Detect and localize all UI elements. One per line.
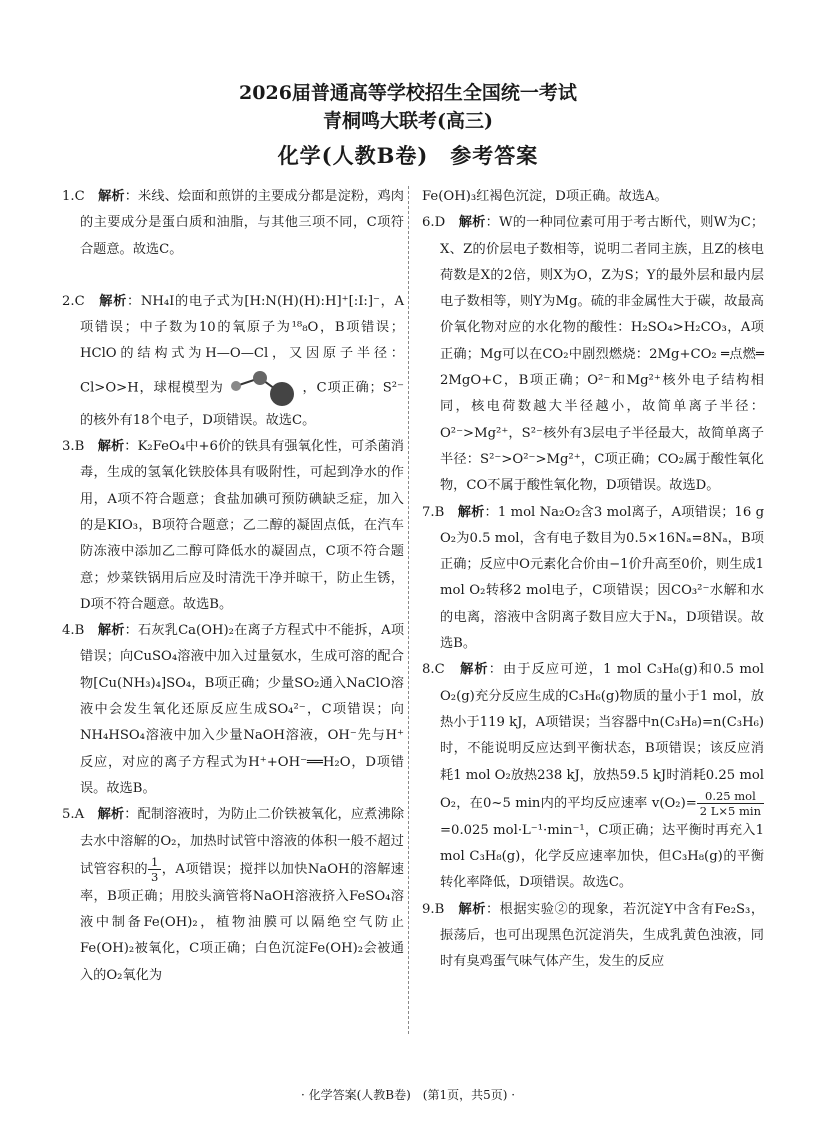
answer-item [62, 618, 404, 802]
answer-item [422, 897, 764, 976]
answer-number: 2.C [62, 293, 85, 309]
answer-text: ：1 mol Na₂O₂含3 mol离子，A项错误；16 g O₂为0.5 mol，含有电子数目为0.5×16Nₐ=8Nₐ，B项正确；反应中O元素化合价由−1价升高至0价，则生成1 mol O₂转移2 mol电子，C项错误；因CO₃²⁻水解和水的电离，溶液中含阴离子数目应大于Nₐ，D项错误。故选B。 [440, 504, 765, 652]
answer-text: ：根据实验②的现象，若沉淀Y中含有Fe₂S₃，振荡后，也可出现黑色沉淀消失，生成乳黄色浊液，同时有臭鸡蛋气味气体产生，发生的反应 [440, 901, 765, 970]
answer-number: 1.C [62, 189, 85, 204]
right-column [422, 184, 764, 976]
answer-number: 9.B [422, 901, 445, 917]
answer-key-title: 化学(人教B卷) 参考答案 [277, 143, 539, 168]
analysis-label: 解析 [457, 504, 485, 520]
answer-text: ：NH₄I的电子式为[H:N(H)(H):H]⁺[:I:]⁻，A项错误；中子数为10的氧原子为¹⁸₈O，B项错误；HClO的结构式为H—O—Cl，又因原子半径：Cl>O>H，球棍模型为 [80, 293, 405, 396]
answer-item [422, 500, 764, 658]
answer-text-cont: ，C项正确；S²⁻的核外有18个电子，D项错误。故选C。 [80, 380, 405, 428]
fraction-numerator: 1 [148, 855, 161, 870]
analysis-label: 解析 [99, 293, 127, 309]
answer-item [62, 434, 404, 618]
answer-number: 8.C [422, 662, 445, 678]
answer-text: ：配制溶液时，为防止二价铁被氧化，应煮沸除去水中溶解的O₂，加热时试管中溶液的体积一般不超过试管容积的 [80, 807, 405, 877]
fraction [148, 855, 161, 884]
answer-text-cont: ，A项错误；搅拌以加快NaOH的溶解速率，B项正确；用胶头滴管将NaOH溶液挤入FeSO₄溶液中制备Fe(OH)₂，植物油膜可以隔绝空气防止Fe(OH)₂被氧化，C项正确；白色沉淀Fe(OH)₂会被通入的O₂氧化为 [80, 861, 404, 983]
fraction-denominator: 3 [151, 869, 159, 884]
answer-text: ：K₂FeO₄中+6价的铁具有强氧化性，可杀菌消毒，生成的氢氧化铁胶体具有吸附性，可起到净水的作用，A项不符合题意；食盐加碘可预防碘缺乏症，加入的是KIO₃，B项符合题意；乙二醇的凝固点低，在汽车防冻液中添加乙二醇可降低水的凝固点，C项不符合题意；炒菜铁锅用后应及时清洗干净并晾干，防止生锈，D项不符合题意。故选B。 [80, 439, 404, 612]
answer-continuation: Fe(OH)₃红褐色沉淀，D项正确。故选A。 [422, 189, 668, 204]
answer-text: ：米线、烩面和煎饼的主要成分都是淀粉，鸡肉的主要成分是蛋白质和油脂，与其他三项不同，C项符合题意。故选C。 [80, 189, 404, 257]
fraction-denominator: 2 L×5 min [699, 803, 761, 818]
left-column [62, 184, 404, 989]
answer-number: 7.B [422, 504, 445, 520]
fraction-numerator: 0.25 mol [697, 789, 764, 804]
analysis-label: 解析 [458, 215, 486, 231]
analysis-label: 解析 [98, 189, 125, 204]
analysis-label: 解析 [97, 807, 125, 823]
answer-item [62, 802, 404, 989]
exam-subtitle: 青桐鸣大联考(高三) [323, 110, 493, 132]
answer-text: ：石灰乳Ca(OH)₂在离子方程式中不能拆，A项错误；向CuSO₄溶液中加入过量氨水，生成可溶的配合物[Cu(NH₃)₄]SO₄，B项正确；少量SO₂通入NaClO溶液中会发生氧化还原反应生成SO₄²⁻，C项错误；向NH₄HSO₄溶液中加入少量NaOH溶液，OH⁻先与H⁺反应，对应的离子方程式为H⁺+OH⁻══H₂O，D项错误。故选B。 [80, 623, 405, 796]
ball-stick-model-image [224, 368, 302, 408]
analysis-label: 解析 [460, 662, 489, 678]
answer-number: 6.D [422, 215, 446, 231]
answer-text: ：W的一种同位素可用于考古断代，则W为C；X、Z的价层电子数相等，说明二者同主族，且Z的核电荷数是X的2倍，则X为O，Z为S；Y的最外层和最内层电子数相等，则Y为Mg。硫的非金属性大于碳，故最高价氧化物对应的水化物的酸性：H₂SO₄>H₂CO₃，A项正确；Mg可以在CO₂中剧烈燃烧：2Mg+CO₂ ═点燃═ 2MgO+C，B项正确；O²⁻和Mg²⁺核外电子结构相同，核电荷数越大半径越小，故简单离子半径：O²⁻>Mg²⁺，S²⁻核外有3层电子半径最大，故简单离子半径：S²⁻>O²⁻>Mg²⁺，C项正确；CO₂属于酸性氧化物，CO不属于酸性氧化物，D项错误。故选D。 [440, 215, 765, 494]
analysis-label: 解析 [458, 901, 486, 917]
page-footer: · 化学答案(人教B卷) (第1页，共5页) · [300, 1088, 516, 1102]
column-divider [408, 186, 409, 1034]
answer-number: 4.B [62, 623, 85, 639]
answer-text-cont: =0.025 mol·L⁻¹·min⁻¹，C项正确；达平衡时再充入1 mol C₃H₈(g)，化学反应速率加快，但C₃H₈(g)的平衡转化率降低，D项错误。故选C。 [440, 822, 764, 891]
answer-item [422, 657, 764, 896]
answer-item [422, 210, 764, 499]
analysis-label: 解析 [97, 439, 125, 455]
answer-item [62, 289, 404, 434]
answer-item [62, 184, 404, 263]
exam-title: 2026届普通高等学校招生全国统一考试 [239, 82, 577, 104]
answer-number: 5.A [62, 807, 85, 823]
answer-text: ：由于反应可逆，1 mol C₃H₈(g)和0.5 mol O₂(g)充分反应生成的C₃H₆(g)物质的量小于1 mol，放热小于119 kJ，A项错误；当容器中n(C₃H₈)=n(C₃H₆)时，不能说明反应达到平衡状态，B项错误；该反应消耗1 mol O₂放热238 kJ，放热59.5 kJ时消耗0.25 mol O₂，在0~5 min内的平均反应速率 v(O₂)= [440, 662, 765, 811]
analysis-label: 解析 [97, 623, 125, 639]
answer-number: 3.B [62, 439, 85, 455]
fraction [697, 789, 764, 818]
